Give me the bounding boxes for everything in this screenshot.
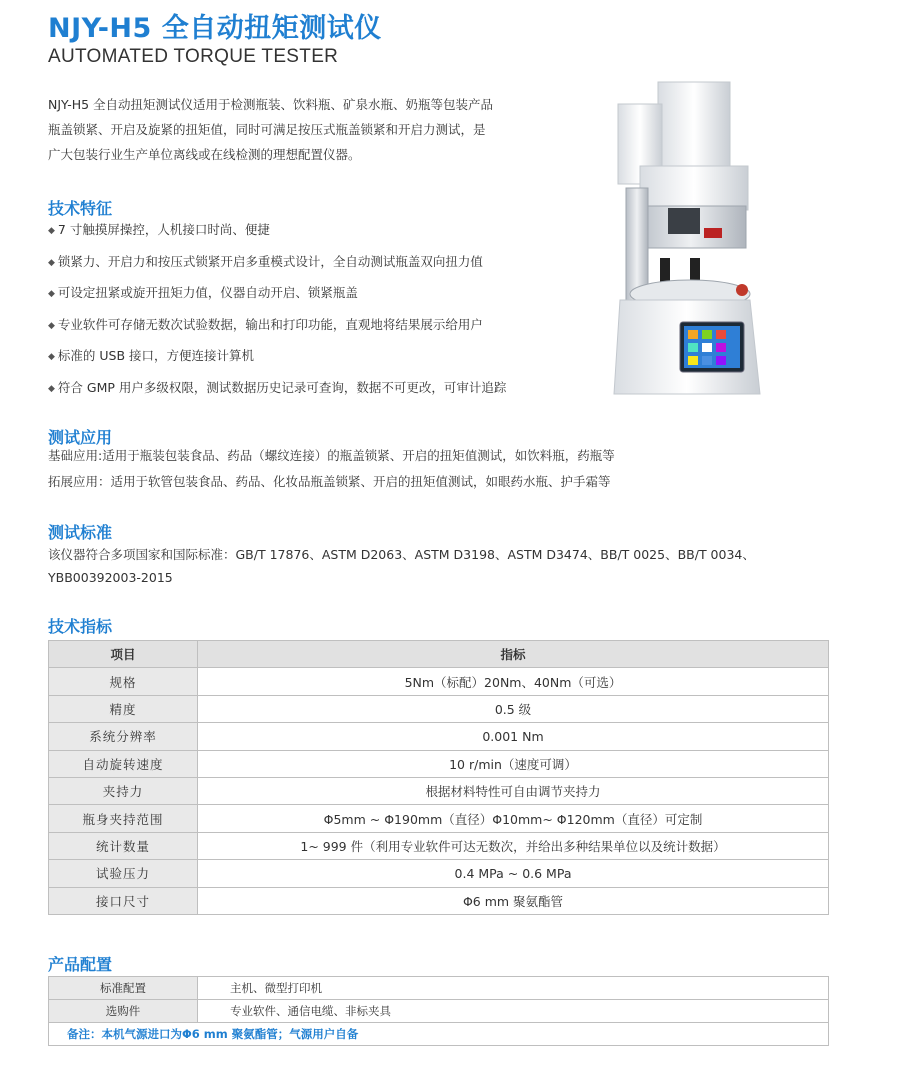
table-row [49, 1000, 829, 1023]
table-header-item: 项目 [49, 641, 198, 668]
diamond-bullet-icon: ◆ [48, 289, 55, 299]
spec-label: 接口尺寸 [49, 887, 198, 914]
section-title-features: 技术特征 [48, 199, 113, 218]
list-item: ◆ 锁紧力、开启力和按压式锁紧开启多重模式设计，全自动测试瓶盖双向扭力值 [48, 253, 483, 269]
application-line: 基础应用:适用于瓶装包装食品、药品（螺纹连接）的瓶盖锁紧、开启的扭矩值测试，如饮料瓶，药瓶等 [48, 448, 615, 463]
spec-value: 1~ 999 件（利用专业软件可达无数次，并给出多种结果单位以及统计数据） [198, 832, 829, 859]
config-label: 标准配置 [49, 977, 198, 1000]
table-row [49, 1023, 829, 1046]
config-value: 主机、微型打印机 [198, 977, 829, 1000]
table-row [49, 777, 829, 804]
diamond-bullet-icon: ◆ [48, 383, 55, 394]
section-title-config: 产品配置 [48, 955, 113, 974]
intro-line: 广大包装行业生产单位离线或在线检测的理想配置仪器。 [48, 147, 361, 162]
list-item: ◆ 可设定扭紧或旋开扭矩力值，仪器自动开启、锁紧瓶盖 [48, 285, 358, 300]
spec-label: 夹持力 [49, 777, 198, 804]
standards-line: 该仪器符合多项国家和国际标准：GB/T 17876、ASTM D2063、ASTM D3198、ASTM D3474、BB/T 0025、BB/T 0034、 [48, 547, 755, 562]
application-line: 拓展应用：适用于软管包装食品、药品、化妆品瓶盖锁紧、开启的扭矩值测试，如眼药水瓶、护手霜等 [48, 474, 611, 489]
table-row [49, 805, 829, 832]
diamond-bullet-icon: ◆ [48, 257, 55, 268]
spec-label: 统计数量 [49, 832, 198, 859]
spec-label: 试验压力 [49, 860, 198, 887]
feature-list [48, 220, 568, 409]
spec-value: 5Nm（标配）20Nm、40Nm（可选） [198, 668, 829, 695]
list-item: ◆ 专业软件可存储无数次试验数据，输出和打印功能，直观地将结果展示给用户 [48, 316, 483, 332]
torque-tester-product-image [600, 78, 770, 408]
table-row [49, 723, 829, 750]
page-title: NJY-H5 全自动扭矩测试仪 [48, 13, 382, 44]
config-note: 备注：本机气源进口为Φ6 mm 聚氨酯管；气源用户自备 [49, 1023, 829, 1046]
config-value: 专业软件、通信电缆、非标夹具 [198, 1000, 829, 1023]
intro-paragraph [48, 92, 558, 167]
spec-label: 精度 [49, 695, 198, 722]
table-row [49, 695, 829, 722]
standards-line: YBB00392003-2015 [48, 570, 173, 585]
spec-label: 系统分辨率 [49, 723, 198, 750]
config-table [48, 976, 829, 1046]
spec-value: 0.001 Nm [198, 723, 829, 750]
config-label: 选购件 [49, 1000, 198, 1023]
spec-label: 自动旋转速度 [49, 750, 198, 777]
diamond-bullet-icon: ◆ [48, 226, 55, 236]
list-item: ◆ 符合 GMP 用户多级权限，测试数据历史记录可查询，数据不可更改，可审计追踪 [48, 379, 507, 395]
table-header-row [49, 641, 829, 668]
section-title-specs: 技术指标 [48, 617, 113, 636]
spec-table [48, 640, 829, 915]
table-row [49, 887, 829, 914]
table-row [49, 860, 829, 887]
list-item: ◆ 标准的 USB 接口，方便连接计算机 [48, 348, 255, 363]
list-item: ◆ 7 寸触摸屏操控，人机接口时尚、便捷 [48, 222, 270, 237]
intro-line: NJY-H5 全自动扭矩测试仪适用于检测瓶装、饮料瓶、矿泉水瓶、奶瓶等包装产品 [48, 97, 494, 112]
table-row [49, 977, 829, 1000]
spec-value: Φ5mm ~ Φ190mm（直径）Φ10mm~ Φ120mm（直径）可定制 [198, 805, 829, 832]
spec-label: 瓶身夹持范围 [49, 805, 198, 832]
section-title-application: 测试应用 [48, 428, 113, 447]
diamond-bullet-icon: ◆ [48, 320, 55, 331]
spec-label: 规格 [49, 668, 198, 695]
table-header-value: 指标 [198, 641, 829, 668]
spec-value: 10 r/min（速度可调） [198, 750, 829, 777]
intro-line: 瓶盖锁紧、开启及旋紧的扭矩值，同时可满足按压式瓶盖锁紧和开启力测试，是 [48, 122, 486, 137]
diamond-bullet-icon: ◆ [48, 352, 55, 362]
table-row [49, 668, 829, 695]
spec-value: Φ6 mm 聚氨酯管 [198, 887, 829, 914]
table-row [49, 750, 829, 777]
page-subtitle: AUTOMATED TORQUE TESTER [48, 46, 339, 67]
table-row [49, 832, 829, 859]
spec-value: 0.5 级 [198, 695, 829, 722]
spec-value: 根据材料特性可自由调节夹持力 [198, 777, 829, 804]
spec-value: 0.4 MPa ~ 0.6 MPa [198, 860, 829, 887]
section-title-standards: 测试标准 [48, 523, 113, 542]
